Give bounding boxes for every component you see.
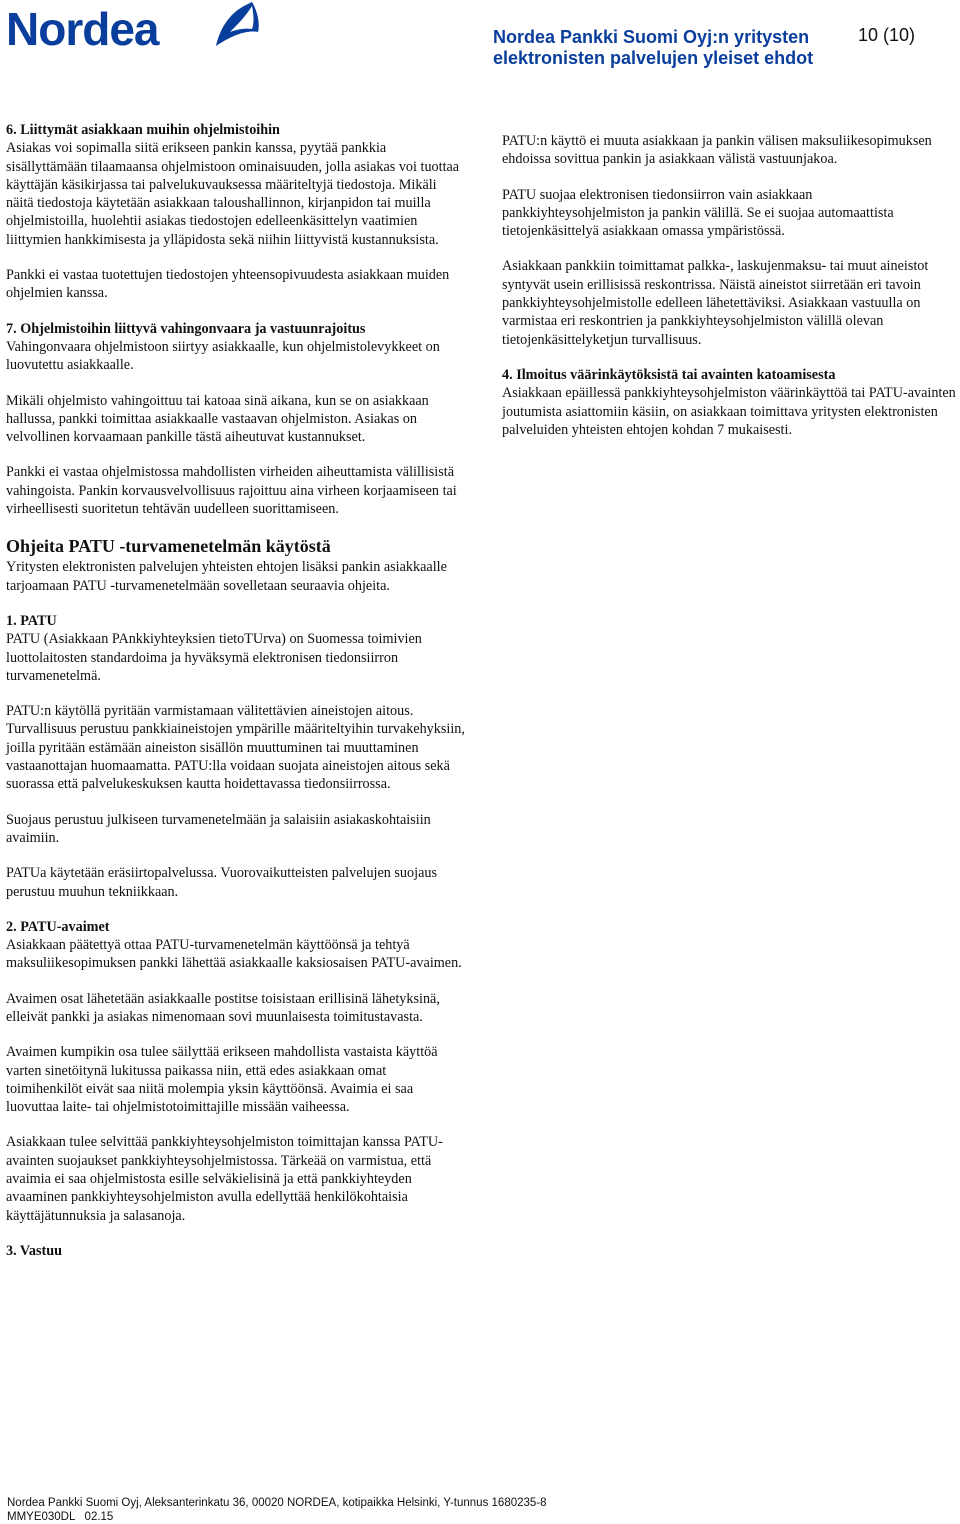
page-number: 10 (10) [858, 25, 916, 45]
patu-section-1-title: 1. PATU [6, 612, 57, 629]
section-7-title: 7. Ohjelmistoihin liittyvä vahingonvaara ja vastuunrajoitus [6, 320, 366, 337]
footer-doc-code: MMYE030DL 02.15 [7, 1511, 114, 1523]
section-7-paragraph: Vahingonvaara ohjelmistoon siirtyy asiakkaalle, kun ohjelmistolevykkeet on luovutettu asiakkaalle. [6, 338, 440, 374]
patu-section-4-title: 4. Ilmoitus väärinkäytöksistä tai avainten katoamisesta [502, 366, 836, 383]
section-7-paragraph: Mikäli ohjelmisto vahingoittuu tai katoaa sinä aikana, kun se on asiakkaan hallussa, pankki toimittaa asiakkaalle vastaavan ohjelmiston. Asiakas on velvollinen korvaamaan pankille tästä aiheutuvat kustannukset. [6, 392, 429, 446]
patu-section-1-paragraph: PATUa käytetään eräsiirtopalvelussa. Vuorovaikutteisten palvelujen suojaus perustuu muuhun tekniikkaan. [6, 865, 437, 900]
patu-section-2-paragraph: Avaimen kumpikin osa tulee säilyttää erikseen mahdollista vastaista käyttöä varten sinetöitynä lukitussa paikassa niin, että edes asiakkaan omat toimihenkilöt eivät saa niitä molempia yksin käyttöönsä. Avaimia ei saa luovuttaa laite- tai ohjelmistotoimittajille missään vaiheessa. [6, 1044, 438, 1116]
logo-text: Nordea [6, 3, 159, 55]
patu-section-3-paragraph: PATU suojaa elektronisen tiedonsiirron vain asiakkaan pankkiyhteysohjelmiston ja pankin välillä. Se ei suojaa automaattista tietojenkäsittelyä asiakkaan omassa ympäristössä. [502, 186, 894, 240]
section-6-paragraph: Pankki ei vastaa tuotettujen tiedostojen yhteensopivuudesta asiakkaan muiden ohjelmien kanssa. [6, 267, 450, 302]
patu-section-3-paragraph: PATU:n käyttö ei muuta asiakkaan ja pankin välisen maksuliikesopimuksen ehdoissa sovittua pankin ja asiakkaan välistä vastuunjakoa. [502, 133, 932, 168]
footer [7, 1496, 547, 1524]
patu-section-3-title: 3. Vastuu [6, 1242, 62, 1259]
patu-section-2-paragraph: Asiakkaan tulee selvittää pankkiyhteysohjelmiston toimittajan kanssa PATU-avainten suojaukset pankkiyhteysohjelmistossa. Tärkeää on varmistua, että avaimia ei saa ohjelmistosta esille selväkielisinä ja että pankkiyhteyden avaaminen pankkiyhteysohjelmiston avulla edellyttää henkilökohtaisia käyttäjätunnuksia ja salasanoja. [6, 1134, 443, 1224]
right-column [502, 132, 957, 456]
sail-icon [208, 2, 266, 48]
nordea-logo [6, 2, 264, 54]
document-title: Nordea Pankki Suomi Oyj:n yritysten elektronisten palvelujen yleiset ehdot [493, 27, 814, 68]
patu-section-3-paragraph: Asiakkaan pankkiin toimittamat palkka-, laskujenmaksu- tai muut aineistot syntyvät usein erillisissä reskontrissa. Näistä aineistot siirretään eri tavoin pankkiyhteysohjelmistolle edelleen lähetettäviksi. Asiakkaan vastuulla on varmistaa eri reskontrien ja pankkiyhteysohjelmiston välillä olevan tietojenkäsittelyketjun turvallisuus. [502, 258, 929, 348]
patu-section-1-paragraph: PATU:n käytöllä pyritään varmistamaan välitettävien aineistojen aitous. Turvallisuus perustuu pankkiaineistojen ympärille määriteltyihin turvakehyksiin, joilla pyritään estämään aineiston sisällön muuttuminen tai muuttaminen vastaanottajan huomaamatta. PATU:lla voidaan suojata aineistojen aitous sekä suorassa että palvelukeskuksen kautta hoidettavassa tiedonsiirrossa. [6, 703, 465, 793]
patu-intro: Yritysten elektronisten palvelujen yhteisten ehtojen lisäksi pankin asiakkaalle tarjoamaan PATU -turvamenetelmään sovelletaan seuraavia ohjeita. [6, 559, 447, 594]
section-6-title: 6. Liittymät asiakkaan muihin ohjelmistoihin [6, 122, 280, 138]
patu-section-2-paragraph: Asiakkaan päätettyä ottaa PATU-turvamenetelmän käyttöönsä ja tehtyä maksuliikesopimuksen pankki lähettää asiakkaalle kaksiosaisen PATU-avaimen. [6, 937, 462, 972]
patu-section-2-title: 2. PATU-avaimet [6, 918, 110, 935]
patu-section-4-paragraph: Asiakkaan epäillessä pankkiyhteysohjelmiston väärinkäyttöä tai PATU-avainten joutumista asiattomiin käsiin, on asiakkaan toimittava yritysten elektronisten palveluiden yhteisten ehtojen kohdan 7 mukaisesti. [502, 385, 956, 438]
patu-section-1-paragraph: PATU (Asiakkaan PAnkkiyhteyksien tietoTUrva) on Suomessa toimivien luottolaitosten standardoima ja hyväksymä elektronisen tiedonsiirron turvamenetelmä. [6, 631, 422, 684]
patu-section-2-paragraph: Avaimen osat lähetetään asiakkaalle postitse toisistaan erillisinä lähetyksinä, elleivät pankki ja asiakas nimenomaan sovi muunlaisesta toimitustavasta. [6, 990, 440, 1025]
section-7-paragraph: Pankki ei vastaa ohjelmistossa mahdollisten virheiden aiheuttamista välillisistä vahingoista. Pankin korvausvelvollisuus rajoittuu aina virheen korjaamiseen tai virheellisesti suoritetun tehtävän uudelleen suorittamiseen. [6, 464, 457, 518]
footer-address: Nordea Pankki Suomi Oyj, Aleksanterinkatu 36, 00020 NORDEA, kotipaikka Helsinki, Y-tunnus 1680235-8 [7, 1497, 547, 1509]
section-6-paragraph: Asiakas voi sopimalla siitä erikseen pankin kanssa, pyytää pankkia sisällyttämään tilaamaansa ohjelmistoon ominaisuuden, jolla asiakas voi tuottaa käyttäjän käsikirjassa tai palvelukuvauksessa määriteltyjä tiedostoja. Mikäli näitä tiedostoja käytetään asiakkaan taloushallinnon, kirjanpidon tai muilla ohjelmistoilla, huolehtii asiakas tiedostojen edelleenkäsittelyn vaatimien liittymien hankkimisesta ja ylläpidosta sekä niihin liittyvistä kustannuksista. [6, 140, 460, 248]
left-column [6, 121, 466, 1260]
patu-section-1-paragraph: Suojaus perustuu julkiseen turvamenetelmään ja salaisiin asiakaskohtaisiin avaimiin. [6, 811, 431, 846]
patu-heading: Ohjeita PATU -turvamenetelmän käytöstä [6, 536, 331, 557]
